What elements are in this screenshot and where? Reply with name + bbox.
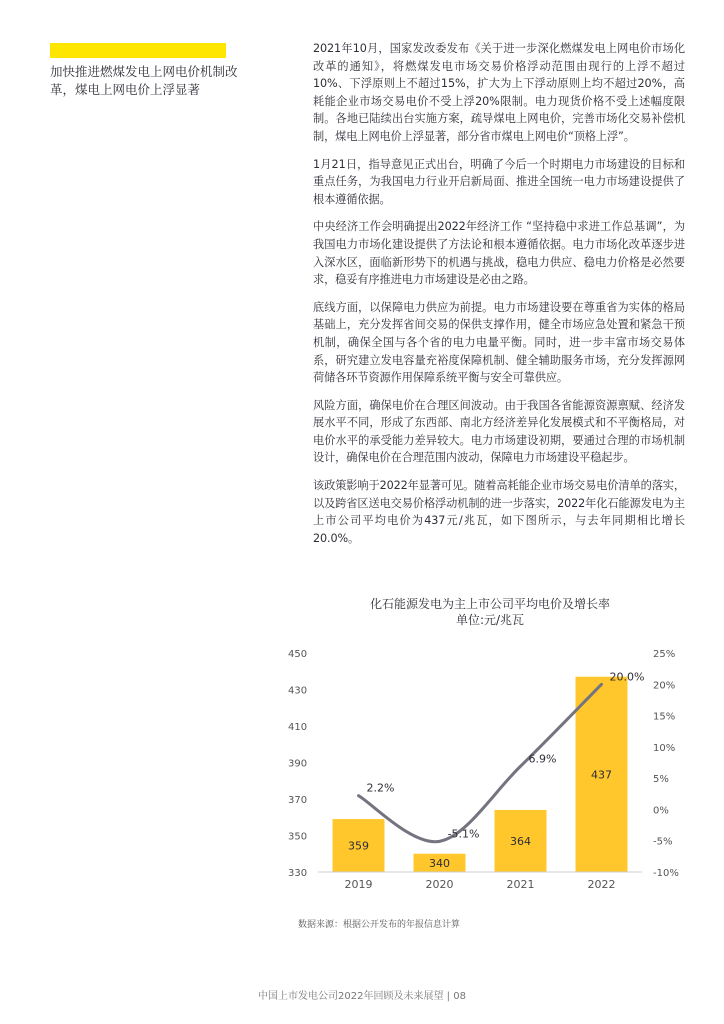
- growth-rate-label: -5.1%: [447, 827, 480, 841]
- x-axis-tick-label: 2019: [344, 878, 373, 891]
- bar-value-label: 359: [348, 839, 369, 853]
- source-note: 数据来源：根据公开发布的年报信息计算: [298, 920, 461, 930]
- growth-rate-line: [359, 684, 602, 841]
- right-axis-tick-label: 0%: [653, 805, 669, 817]
- paragraph: 2021年10月，国家发改委发布《关于进一步深化燃煤发电上网电价市场化改革的通知》，将燃煤发电市场交易价格浮动范围由现行的上浮不超过10%、下浮原则上不超过15%，扩大为上下浮动原则上均不超过20%，高耗能企业市场交易电价不受上浮20%限制。电力现货价格不受上述幅度限制。各地已陆续出台实施方案，疏导煤电上网电价，完善市场化交易补偿机制，煤电上网电价上浮显著，部分省市煤电上网电价“顶格上浮”。: [313, 42, 685, 143]
- left-axis-tick-label: 430: [288, 685, 308, 697]
- bar-value-label: 364: [510, 834, 531, 848]
- right-axis-tick-label: -10%: [653, 868, 679, 879]
- right-axis-tick-label: 20%: [653, 680, 676, 692]
- right-axis-tick-label: 15%: [653, 711, 676, 723]
- x-axis-tick-label: 2020: [425, 878, 454, 891]
- bar-value-label: 340: [429, 856, 450, 870]
- growth-rate-label: 6.9%: [528, 752, 557, 766]
- sidebar-heading: 加快推进燃煤发电上网电价机制改革，煤电上网电价上浮显著: [50, 64, 238, 97]
- price-growth-chart: [280, 596, 700, 896]
- chart-canvas: [280, 596, 700, 896]
- left-axis-tick-label: 330: [288, 868, 308, 879]
- accent-bar: [50, 43, 226, 58]
- left-axis-tick-label: 410: [288, 722, 308, 733]
- main-content: [313, 40, 685, 557]
- paragraph: 底线方面，以保障电力供应为前提。电力市场建设要在尊重省为实体的格局基础上，充分发挥省间交易的保供支撑作用，健全市场应急处置和紧急干预机制，确保全国与各个省的电力电量平衡。同时，进一步丰富市场交易体系，研究建立发电容量充裕度保障机制、健全辅助服务市场，充分发挥源网荷储各环节资源作用保障系统平衡与安全可靠供应。: [313, 300, 685, 385]
- right-axis-tick-label: 10%: [653, 742, 676, 754]
- x-axis-tick-label: 2021: [506, 878, 535, 891]
- paragraph: 1月21日，指导意见正式出台，明确了今后一个时期电力市场建设的目标和重点任务，为我国电力行业开启新局面、推进全国统一电力市场建设提供了根本遵循依据。: [313, 157, 685, 206]
- right-axis-tick-label: 25%: [653, 649, 676, 660]
- left-axis-tick-label: 390: [288, 758, 308, 770]
- right-axis-tick-label: -5%: [653, 836, 673, 848]
- left-axis-tick-label: 370: [288, 795, 308, 806]
- x-axis-tick-label: 2022: [587, 878, 616, 891]
- paragraph: 风险方面，确保电价在合理区间波动。由于我国各省能源资源禀赋、经济发展水平不同，形成了东西部、南北方经济差异化发展模式和不平衡格局，对电价水平的承受能力差异较大。电力市场建设初期，要通过合理的市场机制设计，确保电价在合理范围内波动，保障电力市场建设平稳起步。: [313, 398, 685, 465]
- right-axis-tick-label: 5%: [653, 774, 669, 786]
- paragraph: 该政策影响于2022年显著可见。随着高耗能企业市场交易电价清单的落实，以及跨省区送电交易价格浮动机制的进一步落实，2022年化石能源发电为主上市公司平均电价为437元/兆瓦，如下图所示，与去年同期相比增长20.0%。: [313, 479, 685, 545]
- bar-value-label: 437: [591, 768, 612, 782]
- chart-title: 化石能源发电为主上市公司平均电价及增长率: [369, 597, 610, 611]
- paragraph: 中央经济工作会明确提出2022年经济工作 “坚持稳中求进工作总基调”，为我国电力市场化建设提供了方法论和根本遵循依据。电力市场化改革逐步进入深水区，面临新形势下的机遇与挑战，稳电力供应、稳电力价格是必然要求，稳妥有序推进电力市场建设是必由之路。: [313, 220, 685, 287]
- left-axis-tick-label: 450: [288, 649, 308, 660]
- left-axis-tick-label: 350: [288, 831, 308, 843]
- page-footer: 中国上市发电公司2022年回顾及未来展望 | 08: [258, 991, 466, 1002]
- growth-rate-label: 20.0%: [609, 670, 645, 684]
- chart-subtitle: 单位:元/兆瓦: [455, 613, 525, 627]
- growth-rate-label: 2.2%: [366, 781, 395, 795]
